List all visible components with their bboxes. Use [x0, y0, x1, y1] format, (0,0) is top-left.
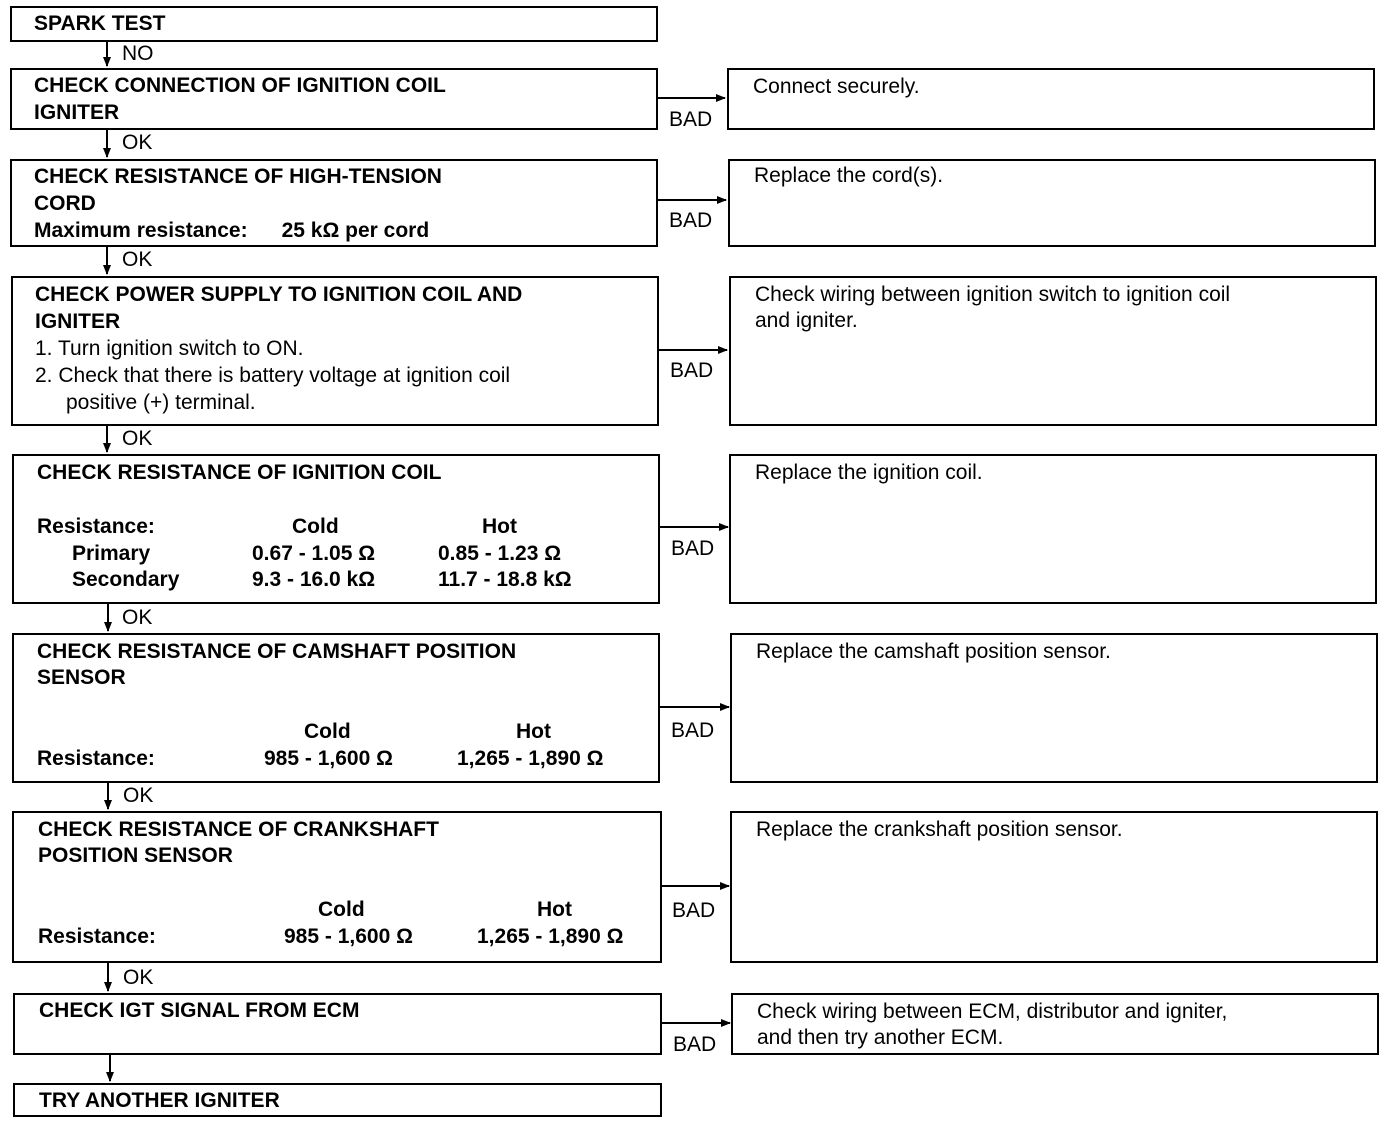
- step-title: CHECK CONNECTION OF IGNITION COIL: [34, 74, 446, 97]
- label-ok: OK: [123, 784, 154, 807]
- step-try-another-igniter: [13, 1083, 662, 1117]
- spec-label: Maximum resistance:: [34, 219, 248, 242]
- result-replace-crankshaft-sensor: [730, 811, 1378, 963]
- result-text: Replace the cord(s).: [754, 164, 944, 187]
- step-instruction: positive (+) terminal.: [66, 391, 256, 414]
- label-ok: OK: [122, 248, 153, 271]
- hot-header: Hot: [537, 898, 572, 921]
- label-bad: BAD: [673, 1033, 717, 1056]
- secondary-cold-value: 9.3 - 16.0 kΩ: [252, 568, 376, 591]
- result-text: Check wiring between ECM, distributor and igniter,: [757, 1000, 1228, 1023]
- hot-header: Hot: [516, 720, 551, 743]
- label-no: NO: [122, 42, 154, 65]
- result-text: Replace the crankshaft position sensor.: [756, 818, 1123, 841]
- hot-value: 1,265 - 1,890 Ω: [457, 747, 604, 770]
- result-replace-camshaft-sensor: [730, 633, 1378, 783]
- secondary-hot-value: 11.7 - 18.8 kΩ: [438, 568, 572, 591]
- step-title: CHECK POWER SUPPLY TO IGNITION COIL AND: [35, 283, 523, 306]
- step-title: IGNITER: [35, 310, 121, 333]
- label-bad: BAD: [669, 209, 713, 232]
- cold-header: Cold: [318, 898, 365, 921]
- step-check-power-supply: [11, 276, 659, 426]
- step-instruction: 2. Check that there is battery voltage at ignition coil: [35, 364, 511, 387]
- resistance-label: Resistance:: [38, 925, 156, 948]
- result-replace-ignition-coil: [729, 454, 1377, 604]
- step-title: SPARK TEST: [34, 12, 166, 35]
- result-check-wiring-ignition: [729, 276, 1377, 426]
- label-bad: BAD: [672, 899, 716, 922]
- result-check-wiring-ecm: [731, 993, 1379, 1055]
- result-text: Check wiring between ignition switch to ignition coil: [755, 283, 1231, 306]
- result-text: Replace the ignition coil.: [755, 461, 983, 484]
- step-title: CHECK RESISTANCE OF HIGH-TENSION: [34, 165, 442, 188]
- primary-cold-value: 0.67 - 1.05 Ω: [252, 542, 376, 565]
- label-bad: BAD: [671, 537, 715, 560]
- cold-value: 985 - 1,600 Ω: [284, 925, 413, 948]
- result-replace-cord: [728, 159, 1376, 247]
- step-title: CHECK RESISTANCE OF CAMSHAFT POSITION: [37, 640, 517, 663]
- label-ok: OK: [122, 606, 153, 629]
- step-instruction: 1. Turn ignition switch to ON.: [35, 337, 304, 360]
- step-check-high-tension-cord: [10, 159, 658, 247]
- secondary-label: Secondary: [72, 568, 180, 591]
- primary-hot-value: 0.85 - 1.23 Ω: [438, 542, 562, 565]
- step-check-igt-signal: [13, 993, 662, 1055]
- result-text: Connect securely.: [753, 75, 920, 98]
- hot-value: 1,265 - 1,890 Ω: [477, 925, 624, 948]
- step-spec: [34, 217, 646, 244]
- label-bad: BAD: [671, 719, 715, 742]
- label-ok: OK: [123, 966, 154, 989]
- cold-value: 985 - 1,600 Ω: [264, 747, 393, 770]
- resistance-label: Resistance:: [37, 747, 155, 770]
- step-title: CHECK RESISTANCE OF CRANKSHAFT: [38, 818, 439, 841]
- primary-label: Primary: [72, 542, 151, 565]
- step-title: POSITION SENSOR: [38, 844, 233, 867]
- result-connect-securely: [727, 68, 1375, 130]
- label-bad: BAD: [669, 108, 713, 131]
- step-check-crankshaft-sensor: [12, 811, 662, 963]
- step-check-ignition-coil: [12, 454, 660, 604]
- cold-header: Cold: [292, 515, 339, 538]
- step-spark-test: [10, 6, 658, 42]
- label-ok: OK: [122, 427, 153, 450]
- step-check-connection: [10, 68, 658, 130]
- hot-header: Hot: [482, 515, 517, 538]
- result-text: and igniter.: [755, 309, 858, 332]
- label-ok: OK: [122, 131, 153, 154]
- cold-header: Cold: [304, 720, 351, 743]
- step-title: TRY ANOTHER IGNITER: [39, 1089, 280, 1112]
- result-text: Replace the camshaft position sensor.: [756, 640, 1111, 663]
- step-check-camshaft-sensor: [12, 633, 660, 783]
- spec-value: 25 kΩ per cord: [281, 219, 430, 242]
- step-title: SENSOR: [37, 666, 126, 689]
- step-title: CHECK RESISTANCE OF IGNITION COIL: [37, 461, 442, 484]
- step-title: CORD: [34, 192, 96, 215]
- resistance-label: Resistance:: [37, 515, 155, 538]
- label-bad: BAD: [670, 359, 714, 382]
- result-text: and then try another ECM.: [757, 1026, 1004, 1049]
- step-title: CHECK IGT SIGNAL FROM ECM: [39, 999, 360, 1022]
- step-title: IGNITER: [34, 101, 120, 124]
